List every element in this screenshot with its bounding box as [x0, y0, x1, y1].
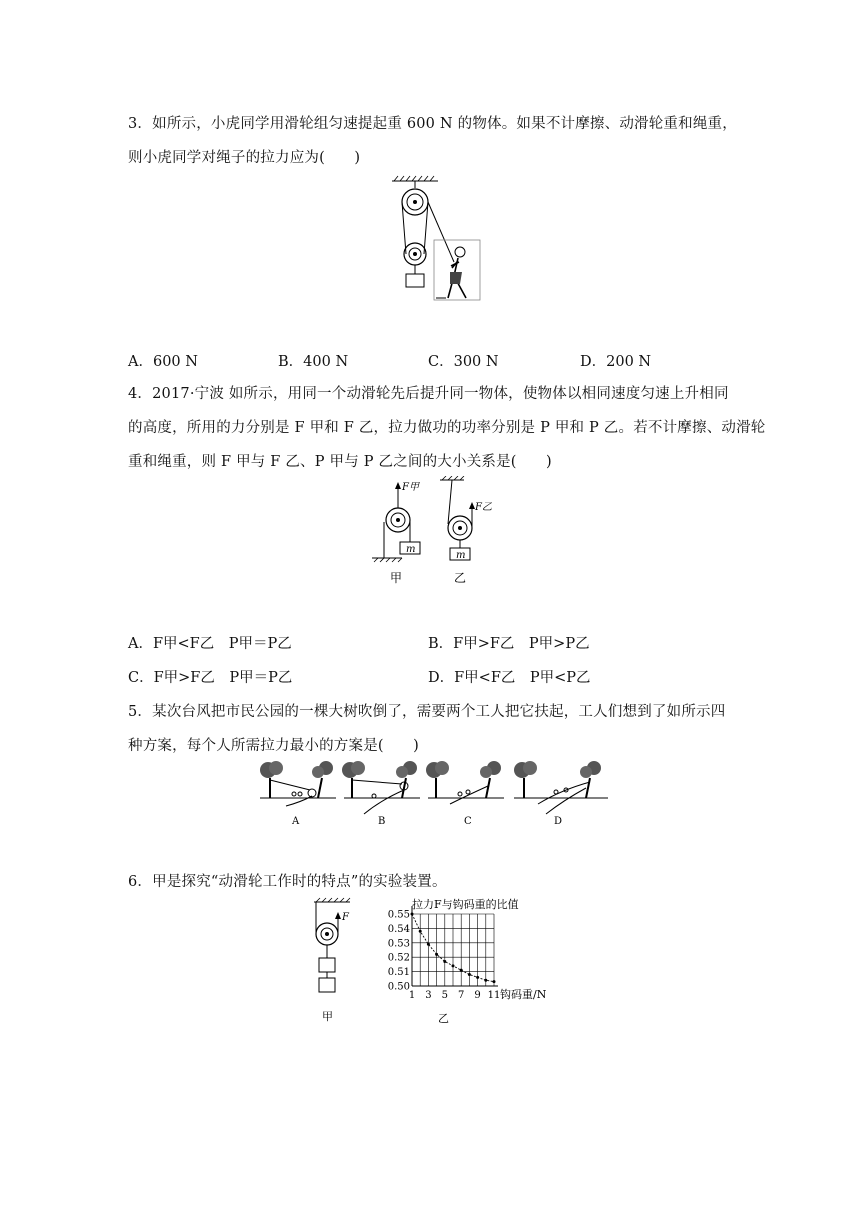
chart-x-tick-label: 11 — [487, 990, 501, 1001]
chart-x-axis-label: 钩码重/N — [500, 988, 547, 1001]
q4-fig-f-yi-label: F乙 — [475, 502, 492, 513]
q5-label-b: B — [378, 816, 386, 827]
chart-x-tick-label: 7 — [458, 990, 465, 1001]
chart-x-tick-label: 1 — [408, 990, 416, 1001]
chart-y-axis-label: 拉力F与钩码重的比值 — [412, 898, 519, 911]
q3-text-line1: 3．如所示，小虎同学用滑轮组匀速提起重 600 N 的物体。如果不计摩擦、动滑轮重和绳重， — [128, 116, 737, 132]
q6-fig-jia-label: 甲 — [322, 1010, 333, 1023]
chart-data-point — [452, 964, 455, 967]
q4-fig-jia-label: 甲 — [390, 571, 403, 585]
q5-panel-b — [342, 761, 420, 827]
q4-option-d: D．F甲<F乙 P甲<P乙 — [428, 670, 591, 686]
chart-grid — [412, 906, 498, 986]
q4-fig-m-yi: m — [456, 550, 466, 561]
chart-data-point — [476, 976, 479, 979]
chart-tick-labels — [388, 910, 501, 1002]
chart-data-point — [419, 930, 422, 933]
q3-option-c: C．300 N — [428, 354, 499, 370]
q5-panel-a — [260, 761, 336, 827]
q4-option-c: C．F甲>F乙 P甲＝P乙 — [128, 670, 293, 686]
chart-data-point — [443, 960, 446, 963]
q6-pulley-figure — [306, 896, 386, 1026]
q5-label-c: C — [464, 816, 472, 827]
chart-x-tick-label: 9 — [474, 990, 481, 1001]
chart-data-point — [435, 953, 438, 956]
q4-fig-m-jia: m — [406, 544, 416, 555]
q5-text-line1: 5．某次台风把市民公园的一棵大树吹倒了，需要两个工人把它扶起，工人们想到了如所示四 — [128, 704, 726, 720]
chart-x-tick-label: 5 — [441, 990, 448, 1001]
q6-fig-f-label: F — [342, 912, 349, 923]
chart-x-tick-label: 3 — [425, 990, 432, 1001]
q5-label-d: D — [554, 816, 563, 827]
chart-y-tick-label: 0.50 — [387, 981, 410, 993]
chart-y-tick-label: 0.54 — [387, 923, 410, 935]
q5-tree-figures — [256, 756, 616, 830]
chart-data-point — [411, 913, 414, 916]
q6-ratio-chart — [382, 894, 582, 1026]
chart-y-tick-label: 0.53 — [387, 938, 410, 950]
q4-text-line2: 的高度，所用的力分别是 F 甲和 F 乙，拉力做功的功率分别是 P 甲和 P 乙。若不计摩擦、动滑轮 — [128, 420, 766, 436]
q4-pulley-figure — [362, 476, 502, 588]
q5-panel-c — [426, 761, 504, 827]
chart-y-tick-label: 0.55 — [387, 909, 410, 921]
q4-text-line3: 重和绳重，则 F 甲与 F 乙、P 甲与 P 乙之间的大小关系是( ) — [128, 454, 552, 470]
q3-option-a: A．600 N — [128, 354, 198, 370]
q4-text-line1: 4．2017·宁波 如所示，用同一个动滑轮先后提升同一物体，使物体以相同速度匀速上升相同 — [128, 386, 729, 402]
chart-data-point — [484, 979, 487, 982]
chart-data-point — [468, 973, 471, 976]
chart-data-point — [493, 980, 496, 983]
q6-text-line1: 6．甲是探究“动滑轮工作时的特点”的实验装置。 — [128, 874, 447, 890]
q3-option-d: D．200 N — [580, 354, 652, 370]
q5-panel-d — [514, 761, 608, 827]
q5-label-a: A — [292, 816, 300, 827]
q3-option-b: B．400 N — [278, 354, 349, 370]
q4-option-b: B．F甲>F乙 P甲>P乙 — [428, 636, 590, 652]
q4-fig-f-jia-label: F甲 — [402, 482, 419, 493]
chart-y-tick-label: 0.52 — [387, 952, 410, 964]
chart-data-point — [460, 969, 463, 972]
q4-option-a: A．F甲<F乙 P甲＝P乙 — [128, 636, 292, 652]
q5-text-line2: 种方案，每个人所需拉力最小的方案是( ) — [128, 738, 420, 754]
chart-y-tick-label: 0.51 — [387, 967, 410, 979]
q6-fig-yi-label: 乙 — [438, 1012, 449, 1025]
q3-text-line2: 则小虎同学对绳子的拉力应为( ) — [128, 150, 361, 166]
q3-pulley-figure — [380, 172, 490, 304]
q4-fig-yi-label: 乙 — [454, 571, 467, 585]
chart-data-point — [427, 943, 430, 946]
